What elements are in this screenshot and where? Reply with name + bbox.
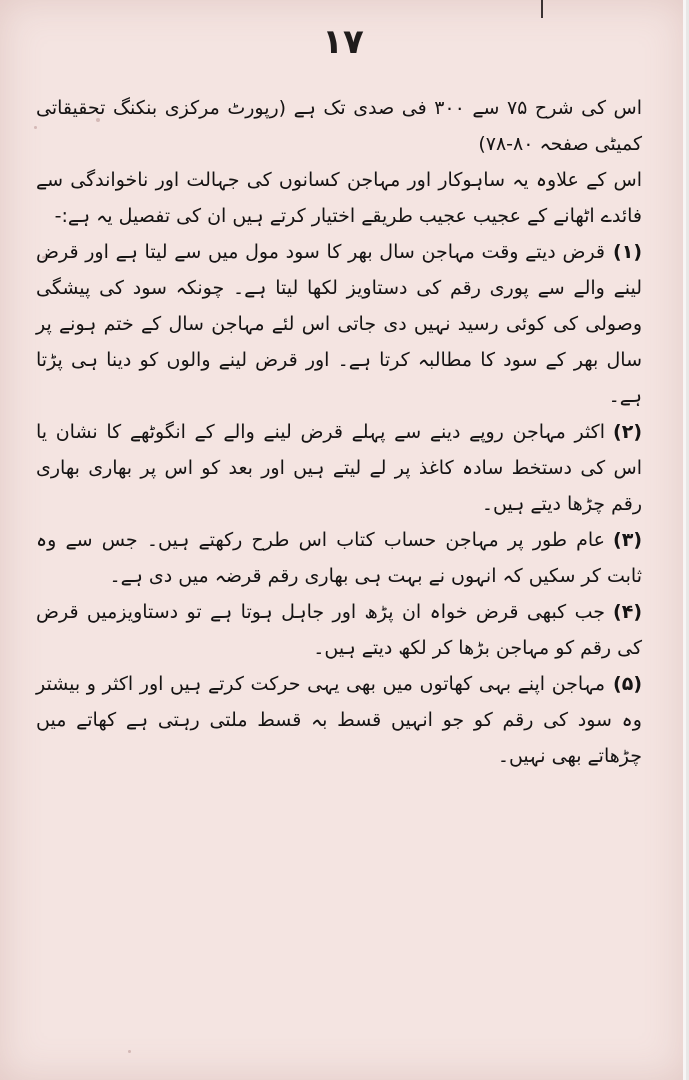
item-text: عام طور پر مہاجن حساب کتاب اس طرح رکھتے ہیں۔ جس سے وہ ثابت کر سکیں کہ انہوں نے بہت ہی بھاری رقم قرضہ میں دی ہے۔ [36,529,642,587]
paper-speck [128,1050,131,1053]
paragraph-intro [36,90,642,162]
item-marker: (۲) [613,421,642,443]
page-edge [683,0,686,1080]
list-item [36,666,642,774]
list-item [36,594,642,666]
item-text: مہاجن اپنے بہی کھاتوں میں بھی یہی حرکت کرتے ہیں اور اکثر و بیشتر وہ سود کی رقم کو جو انہیں قسط بہ قسط ملتی رہتی ہے کھاتے میں چڑھاتے بھی نہیں۔ [36,673,642,767]
item-marker: (۴) [613,601,642,623]
item-text: جب کبھی قرض خواہ ان پڑھ اور جاہل ہوتا ہے تو دستاویزمیں قرض کی رقم کو مہاجن بڑھا کر لکھ دیتے ہیں۔ [36,601,642,659]
paragraph-text: اس کی شرح ۷۵ سے ۳۰۰ فی صدی تک ہے (رپورٹ مرکزی بنکنگ تحقیقاتی کمیٹی صفحہ ۸۰-۷۸) [36,97,643,155]
list-item [36,234,642,414]
item-marker: (۱) [613,241,642,263]
page-number: ۱۷ [322,22,364,62]
list-item [36,414,642,522]
paragraph-context [36,162,642,234]
paragraph-text: اس کے علاوہ یہ ساہوکار اور مہاجن کسانوں کی جہالت اور ناخواندگی سے فائدے اٹھانے کے عجیب عجیب طریقے اختیار کرتے ہیں ان کی تفصیل یہ ہے:- [36,169,642,227]
margin-mark [541,0,543,18]
body-text [36,90,642,774]
item-text: اکثر مہاجن روپے دینے سے پہلے قرض لینے والے کے انگوٹھے کا نشان یا اس کی دستخط سادہ کاغذ پر لے لیتے ہیں اور بعد کو اس پر بھاری بھاری رقم چڑھا دیتے ہیں۔ [36,421,642,515]
list-item [36,522,642,594]
item-marker: (۵) [613,673,642,695]
item-marker: (۳) [613,529,642,551]
item-text: قرض دیتے وقت مہاجن سال بھر کا سود مول میں سے لیتا ہے اور قرض لینے والے سے پوری رقم کی دستاویز لکھا لیتا ہے۔ چونکہ سود کی پیشگی وصولی کی کوئی رسید نہیں دی جاتی اس لئے مہاجن سال کے ختم ہونے پر سال بھر کے سود کا مطالبہ کرتا ہے۔ اور قرض لینے والوں کو دینا ہی پڑتا ہے۔ [36,241,642,407]
